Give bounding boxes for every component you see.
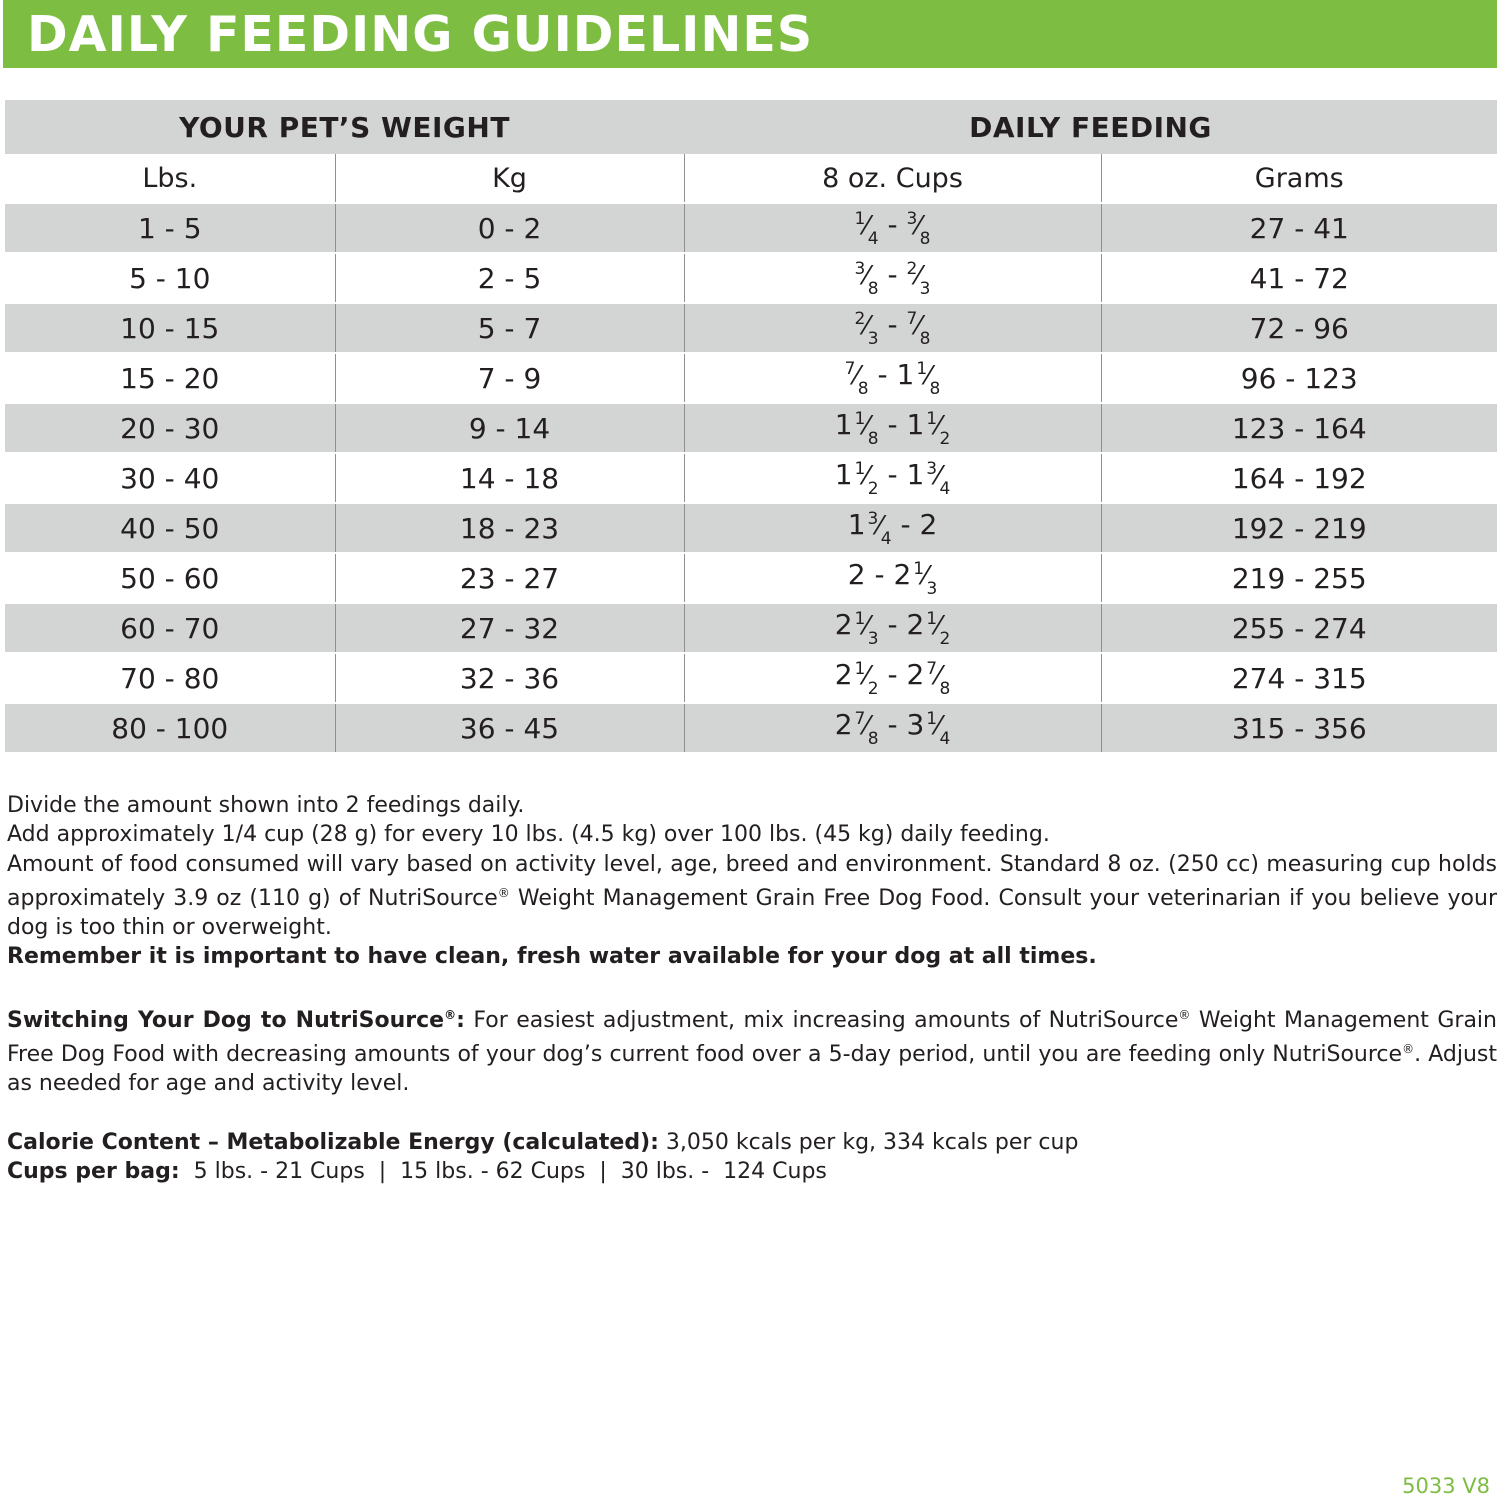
- table-row: [5, 303, 1497, 353]
- whole-number: 2: [906, 657, 925, 691]
- whole-number: 2: [893, 557, 912, 591]
- table-row: [5, 703, 1497, 753]
- column-header-kg: Kg: [335, 154, 684, 203]
- cups-cell: [684, 503, 1101, 553]
- grams-cell: 274 - 315: [1101, 653, 1497, 703]
- kg-cell: 18 - 23: [335, 503, 684, 553]
- table-row: [5, 453, 1497, 503]
- grams-cell: 164 - 192: [1101, 453, 1497, 503]
- registered-mark: ®: [497, 885, 510, 900]
- whole-number: 3: [906, 707, 925, 741]
- calorie-label: Calorie Content – Metabolizable Energy (calculated):: [7, 1129, 659, 1155]
- note-amount-consumed: [7, 850, 1497, 943]
- cups-value: 5 lbs. - 21 Cups | 15 lbs. - 62 Cups | 30 lbs. - 124 Cups: [179, 1158, 827, 1184]
- table-row: [5, 503, 1497, 553]
- fraction: $^7⁄_8$: [854, 708, 879, 749]
- whole-number: 1: [834, 457, 853, 491]
- fraction: $^1⁄_2$: [854, 658, 879, 699]
- lbs-cell: 60 - 70: [5, 603, 335, 653]
- column-header-lbs: Lbs.: [5, 154, 335, 203]
- note-divide: Divide the amount shown into 2 feedings daily.: [7, 793, 525, 818]
- fraction: $^1⁄_2$: [926, 408, 951, 449]
- fraction: $^2⁄_3$: [906, 258, 931, 299]
- whole-number: 2: [834, 657, 853, 691]
- whole-number: 1: [906, 407, 925, 441]
- whole-number: 2: [919, 507, 938, 541]
- range-dash: -: [868, 357, 897, 391]
- lbs-cell: 70 - 80: [120, 661, 220, 695]
- range-dash: -: [878, 707, 907, 741]
- range-dash: -: [878, 607, 907, 641]
- whole-number: 2: [834, 707, 853, 741]
- kg-cell: 23 - 27: [335, 553, 684, 603]
- fraction: $^1⁄_4$: [854, 208, 879, 249]
- whole-number: 1: [906, 457, 925, 491]
- range-dash: -: [878, 307, 907, 341]
- whole-number: 2: [847, 557, 866, 591]
- whole-number: 2: [834, 607, 853, 641]
- cups-cell: [684, 553, 1101, 603]
- whole-number: 1: [847, 507, 866, 541]
- lbs-cell: 30 - 40: [120, 461, 220, 495]
- grams-cell: 315 - 356: [1101, 703, 1497, 753]
- fraction: $^1⁄_2$: [854, 458, 879, 499]
- note-calorie: [7, 1128, 1497, 1157]
- group-header-row: [5, 100, 1497, 154]
- note-add-amount: Add approximately 1/4 cup (28 g) for every 10 lbs. (4.5 kg) over 100 lbs. (45 kg) daily feeding.: [7, 822, 1050, 848]
- table-row: [5, 553, 1497, 603]
- note-amount-b: Weight Management Grain Free Dog Food. Consult your veterinarian if you believe your dog is too thin or overweight.: [7, 885, 1497, 941]
- kg-cell: 7 - 9: [335, 353, 684, 403]
- calorie-value: 3,050 kcals per kg, 334 kcals per cup: [658, 1129, 1079, 1155]
- table-row: [5, 203, 1497, 253]
- note-switching: Switching Your Dog to NutriSource®: For easiest adjustment, mix increasing amounts of NutriSource® Weight Management Grain Free Dog Food with decreasing amounts of your dog’s current food over a 5-day period, until you are feeding only NutriSource®. Adjust as needed for age and activity level.: [7, 1007, 1497, 1097]
- cups-cell: [684, 453, 1101, 503]
- grams-cell: 41 - 72: [1101, 253, 1497, 303]
- kg-cell: 0 - 2: [335, 203, 684, 253]
- lbs-cell: 15 - 20: [120, 361, 220, 395]
- cups-label: Cups per bag:: [7, 1158, 180, 1184]
- cups-cell: [684, 253, 1101, 303]
- note-amount-a: Amount of food consumed will vary based on activity level, age, breed and environment. Standard 8 oz. (250 cc) measuring cup holds approximately 3.9 oz (110 g) of NutriSource: [7, 851, 1497, 911]
- grams-cell: 72 - 96: [1101, 303, 1497, 353]
- table-row: [5, 353, 1497, 403]
- lbs-cell: 80 - 100: [5, 703, 335, 753]
- switch-text-a: For easiest adjustment, mix increasing amounts of NutriSource: [464, 1007, 1179, 1033]
- grams-cell: 123 - 164: [1101, 403, 1497, 453]
- kg-cell: 36 - 45: [335, 703, 684, 753]
- table-row: [5, 403, 1497, 453]
- fraction: $^3⁄_4$: [867, 508, 892, 549]
- whole-number: 1: [834, 407, 853, 441]
- cups-cell: [684, 703, 1101, 753]
- table-row: [5, 653, 1497, 703]
- range-dash: -: [878, 657, 907, 691]
- range-dash: -: [865, 557, 894, 591]
- fraction: $^7⁄_8$: [926, 658, 951, 699]
- grams-cell: 96 - 123: [1101, 353, 1497, 403]
- note-cups-per-bag: [7, 1157, 1497, 1186]
- range-dash: -: [891, 507, 920, 541]
- range-dash: -: [878, 257, 907, 291]
- switch-text-c: . Adjust as needed for age and activity level.: [7, 1042, 1497, 1097]
- kg-cell: 2 - 5: [335, 253, 684, 303]
- grams-cell: 192 - 219: [1101, 503, 1497, 553]
- lbs-cell: 5 - 10: [129, 261, 211, 295]
- kg-cell: 32 - 36: [335, 653, 684, 703]
- range-dash: -: [878, 207, 907, 241]
- cups-cell: [684, 603, 1101, 653]
- lbs-cell: 1 - 5: [5, 203, 335, 253]
- notes-section: [7, 791, 1497, 1186]
- lbs-cell: 10 - 15: [5, 303, 335, 353]
- cups-cell: [684, 203, 1101, 253]
- title-banner: [3, 0, 1497, 68]
- kg-cell: 14 - 18: [335, 453, 684, 503]
- note-water: [7, 942, 1497, 971]
- lbs-cell: 50 - 60: [120, 561, 220, 595]
- kg-cell: 9 - 14: [335, 403, 684, 453]
- whole-number: 2: [906, 607, 925, 641]
- grams-cell: 27 - 41: [1101, 203, 1497, 253]
- column-header-row: [5, 154, 1497, 203]
- fraction: $^1⁄_3$: [913, 558, 938, 599]
- fraction: $^7⁄_8$: [844, 358, 869, 399]
- cups-cell: [684, 353, 1101, 403]
- fraction: $^3⁄_4$: [926, 458, 951, 499]
- switch-label: Switching Your Dog to NutriSource®:: [7, 1007, 465, 1033]
- lbs-cell: 40 - 50: [5, 503, 335, 553]
- fraction: $^1⁄_2$: [926, 608, 951, 649]
- cups-cell: [684, 403, 1101, 453]
- page-title: DAILY FEEDING GUIDELINES: [27, 6, 814, 63]
- whole-number: 1: [896, 357, 915, 391]
- table-row: [5, 253, 1497, 303]
- fraction: $^7⁄_8$: [906, 308, 931, 349]
- fraction: $^1⁄_3$: [854, 608, 879, 649]
- table-body: [5, 203, 1497, 753]
- fraction: $^1⁄_4$: [926, 708, 951, 749]
- kg-cell: 27 - 32: [335, 603, 684, 653]
- group-header-weight: YOUR PET’S WEIGHT: [5, 100, 684, 154]
- fraction: $^1⁄_8$: [854, 408, 879, 449]
- range-dash: -: [878, 457, 907, 491]
- fraction: $^3⁄_8$: [854, 258, 879, 299]
- fraction: $^2⁄_3$: [854, 308, 879, 349]
- kg-cell: 5 - 7: [335, 303, 684, 353]
- group-header-feeding: DAILY FEEDING: [684, 100, 1497, 154]
- column-header-cups: 8 oz. Cups: [684, 154, 1101, 203]
- grams-cell: 255 - 274: [1101, 603, 1497, 653]
- fraction: $^3⁄_8$: [906, 208, 931, 249]
- cups-cell: [684, 653, 1101, 703]
- feeding-table: [5, 100, 1497, 754]
- grams-cell: 219 - 255: [1101, 553, 1497, 603]
- column-header-grams: Grams: [1101, 154, 1497, 203]
- fraction: $^1⁄_8$: [916, 358, 941, 399]
- lbs-cell: 20 - 30: [5, 403, 335, 453]
- cups-cell: [684, 303, 1101, 353]
- note-water-text: Remember it is important to have clean, fresh water available for your dog at all times.: [7, 944, 1097, 970]
- switch-text-b: Weight Management Grain Free Dog Food with decreasing amounts of your dog’s current food over a 5-day period, until you are feeding only NutriSource: [7, 1007, 1497, 1068]
- product-code: 5033 V8: [1402, 1474, 1490, 1498]
- table-row: [5, 603, 1497, 653]
- range-dash: -: [878, 407, 907, 441]
